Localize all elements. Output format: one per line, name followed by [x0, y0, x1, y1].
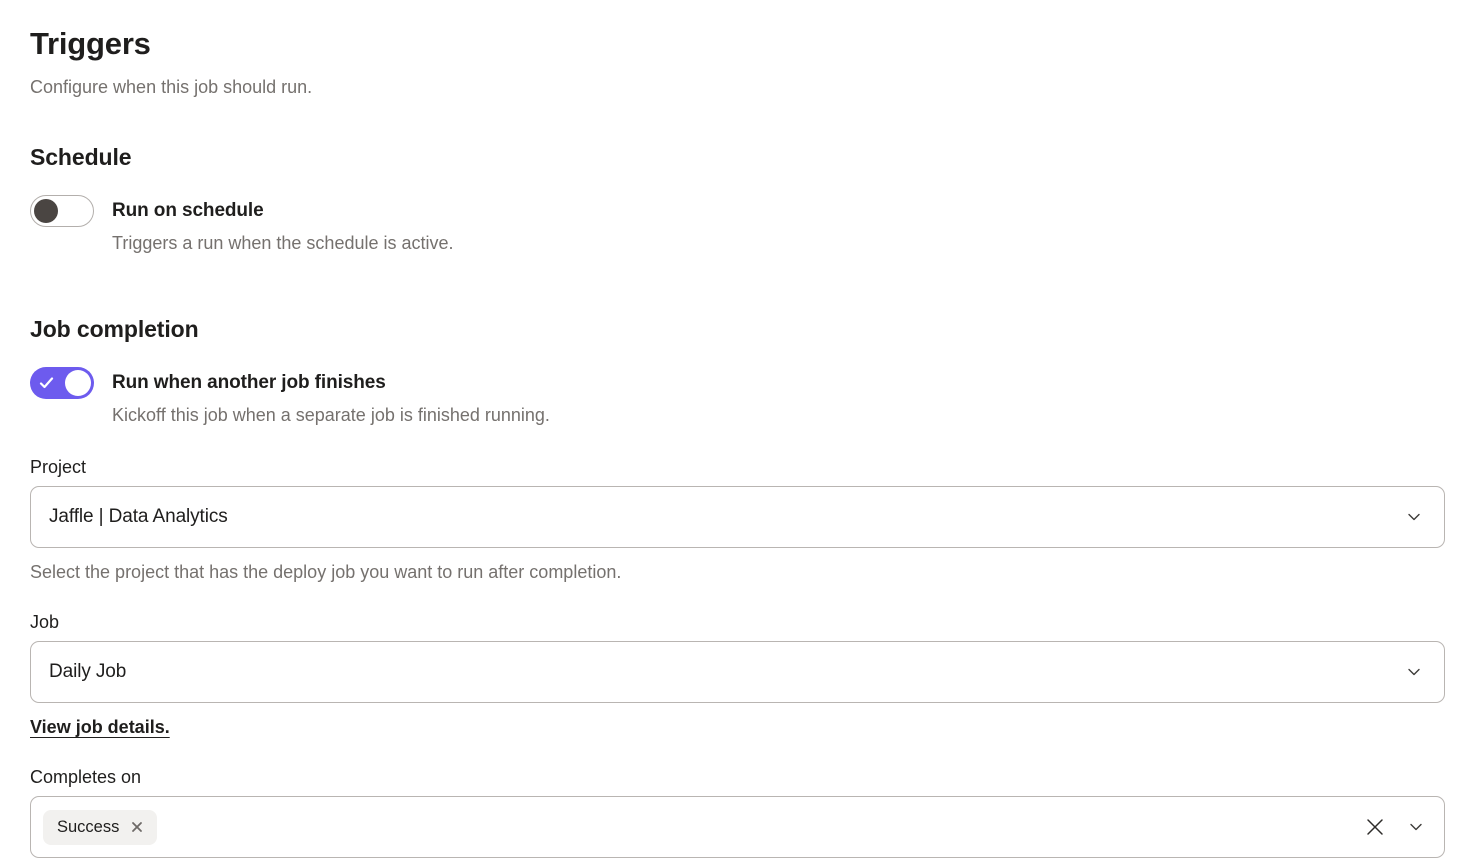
job-completion-section	[30, 316, 1445, 858]
run-on-schedule-toggle[interactable]	[30, 195, 94, 227]
tag-label: Success	[57, 817, 120, 836]
job-label: Job	[30, 612, 60, 632]
toggle-text	[112, 367, 550, 427]
status-tag-success	[43, 810, 157, 845]
page-title: Triggers	[30, 26, 151, 61]
run-when-another-job-finishes-description: Kickoff this job when a separate job is finished running.	[112, 405, 550, 425]
chevron-down-icon	[1406, 509, 1422, 525]
run-when-another-job-finishes-row	[30, 367, 1445, 427]
schedule-heading: Schedule	[30, 144, 132, 170]
completes-on-field	[30, 765, 1445, 858]
tag-remove-icon[interactable]	[131, 821, 143, 833]
toggle-knob	[34, 199, 58, 223]
chevron-down-icon[interactable]	[1408, 819, 1424, 835]
run-when-another-job-finishes-label: Run when another job finishes	[112, 372, 386, 393]
run-when-another-job-finishes-toggle[interactable]	[30, 367, 94, 399]
run-on-schedule-row	[30, 195, 1445, 255]
toggle-knob	[65, 370, 91, 396]
toggle-text	[112, 195, 454, 255]
run-on-schedule-description: Triggers a run when the schedule is active.	[112, 233, 454, 253]
completes-on-label: Completes on	[30, 767, 142, 787]
job-field	[30, 610, 1445, 739]
job-completion-heading: Job completion	[30, 316, 199, 342]
run-on-schedule-label: Run on schedule	[112, 200, 264, 221]
project-select-value: Jaffle | Data Analytics	[49, 506, 228, 527]
completes-on-multiselect[interactable]	[30, 796, 1445, 858]
page-subtitle: Configure when this job should run.	[30, 77, 313, 97]
check-icon	[39, 376, 54, 390]
project-field	[30, 455, 1445, 584]
project-label: Project	[30, 457, 87, 477]
job-select-value: Daily Job	[49, 661, 127, 682]
view-job-details-link[interactable]: View job details.	[30, 717, 170, 737]
chevron-down-icon	[1406, 664, 1422, 680]
project-select[interactable]	[30, 486, 1445, 548]
clear-all-icon[interactable]	[1364, 816, 1386, 838]
project-helper-text: Select the project that has the deploy job you want to run after completion.	[30, 562, 622, 582]
schedule-section	[30, 144, 1445, 255]
job-select[interactable]	[30, 641, 1445, 703]
